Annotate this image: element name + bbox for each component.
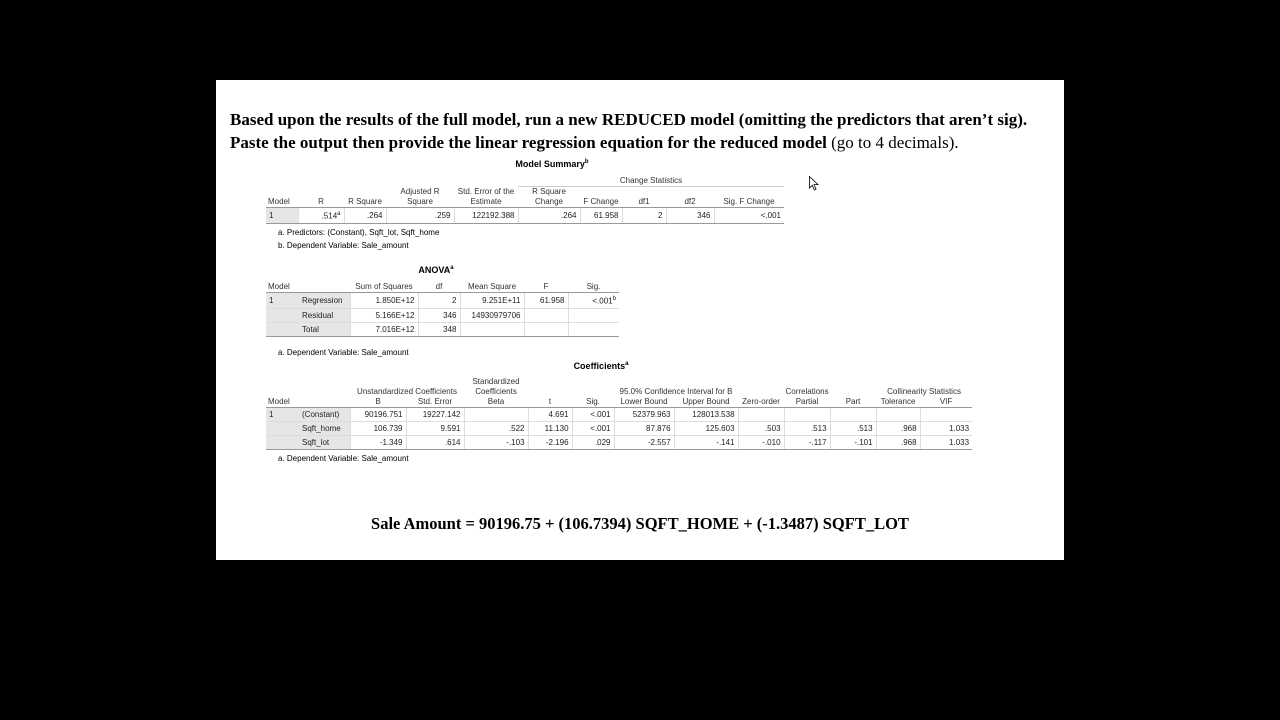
standardized-coefficients-header: Standardized Coefficients — [472, 377, 520, 396]
table-row: 1 .514$^a$ .264 .259 122192.388 .264 61.958 2 346 <.001 — [266, 208, 784, 224]
col-mean-square: Mean Square — [460, 282, 524, 293]
col-partial: Partial — [784, 397, 830, 408]
anova-table — [266, 282, 619, 337]
model-summary-title: Model Summary$^b$ — [515, 159, 589, 169]
model-summary-table — [266, 176, 784, 224]
question-bold: Based upon the results of the full model, run a new REDUCED model (omitting the predictors that aren’t sig). Paste the output then provide the linear regression equation for the reduced model — [230, 110, 1028, 152]
slide — [216, 80, 1064, 560]
mouse-pointer-icon — [809, 176, 819, 192]
col-sum-of-squares: Sum of Squares — [350, 282, 418, 293]
col-r-square-change: R Square Change — [518, 187, 580, 208]
anova-footnote: a. Dependent Variable: Sale_amount — [278, 348, 409, 357]
col-df1: df1 — [622, 187, 666, 208]
col-part: Part — [830, 397, 876, 408]
col-sig-f-change: Sig. F Change — [714, 187, 784, 208]
collinearity-statistics-header: Collinearity Statistics — [887, 387, 961, 396]
model-summary-footnote-b: b. Dependent Variable: Sale_amount — [278, 241, 409, 250]
col-r-square: R Square — [344, 187, 386, 208]
col-df2: df2 — [666, 187, 714, 208]
col-tolerance: Tolerance — [876, 397, 920, 408]
col-zero-order: Zero-order — [738, 397, 784, 408]
col-b: B — [350, 397, 406, 408]
col-t: t — [528, 397, 572, 408]
col-model: Model — [266, 187, 298, 208]
col-model: Model — [266, 397, 298, 408]
col-f-change: F Change — [580, 187, 622, 208]
table-row: Sqft_home 106.739 9.591 .522 11.130 <.001 87.876 125.603 .503 .513 .513 .968 1.033 — [266, 422, 972, 436]
col-df: df — [418, 282, 460, 293]
coefficients-title: Coefficients$^a$ — [573, 361, 629, 371]
change-statistics-header: Change Statistics — [518, 176, 784, 187]
col-vif: VIF — [920, 397, 972, 408]
unstandardized-coefficients-header: Unstandardized Coefficients — [357, 387, 457, 396]
table-row: Sqft_lot -1.349 .614 -.103 -2.196 .029 -2.557 -.141 -.010 -.117 -.101 .968 1.033 — [266, 436, 972, 450]
confidence-interval-header: 95.0% Confidence Interval for B — [619, 387, 733, 396]
coefficients-table — [266, 377, 972, 450]
coefficients-footnote: a. Dependent Variable: Sale_amount — [278, 454, 409, 463]
col-f: F — [524, 282, 568, 293]
regression-equation: Sale Amount = 90196.75 + (106.7394) SQFT_HOME + (-1.3487) SQFT_LOT — [371, 514, 909, 533]
col-adjusted-r-square: Adjusted R Square — [386, 187, 454, 208]
col-lower-bound: Lower Bound — [614, 397, 674, 408]
table-row: Residual 5.166E+12 346 14930979706 — [266, 308, 619, 322]
col-std-error: Std. Error of the Estimate — [454, 187, 518, 208]
question-normal: (go to 4 decimals). — [831, 133, 959, 152]
col-r: R — [298, 187, 344, 208]
col-upper-bound: Upper Bound — [674, 397, 738, 408]
table-row: Total 7.016E+12 348 — [266, 322, 619, 336]
correlations-header: Correlations — [785, 387, 829, 396]
col-beta: Beta — [464, 397, 528, 408]
question-text — [230, 108, 1050, 154]
model-summary-footnote-a: a. Predictors: (Constant), Sqft_lot, Sqft_home — [278, 228, 440, 237]
table-row: 1 (Constant) 90196.751 19227.142 4.691 <.001 52379.963 128013.538 — [266, 408, 972, 422]
anova-title: ANOVA$^a$ — [418, 265, 454, 275]
table-row: 1 Regression 1.850E+12 2 9.251E+11 61.958 <.001$^b$ — [266, 293, 619, 309]
col-sig: Sig. — [568, 282, 619, 293]
col-std-error: Std. Error — [406, 397, 464, 408]
col-model: Model — [266, 282, 298, 293]
col-sig: Sig. — [572, 397, 614, 408]
